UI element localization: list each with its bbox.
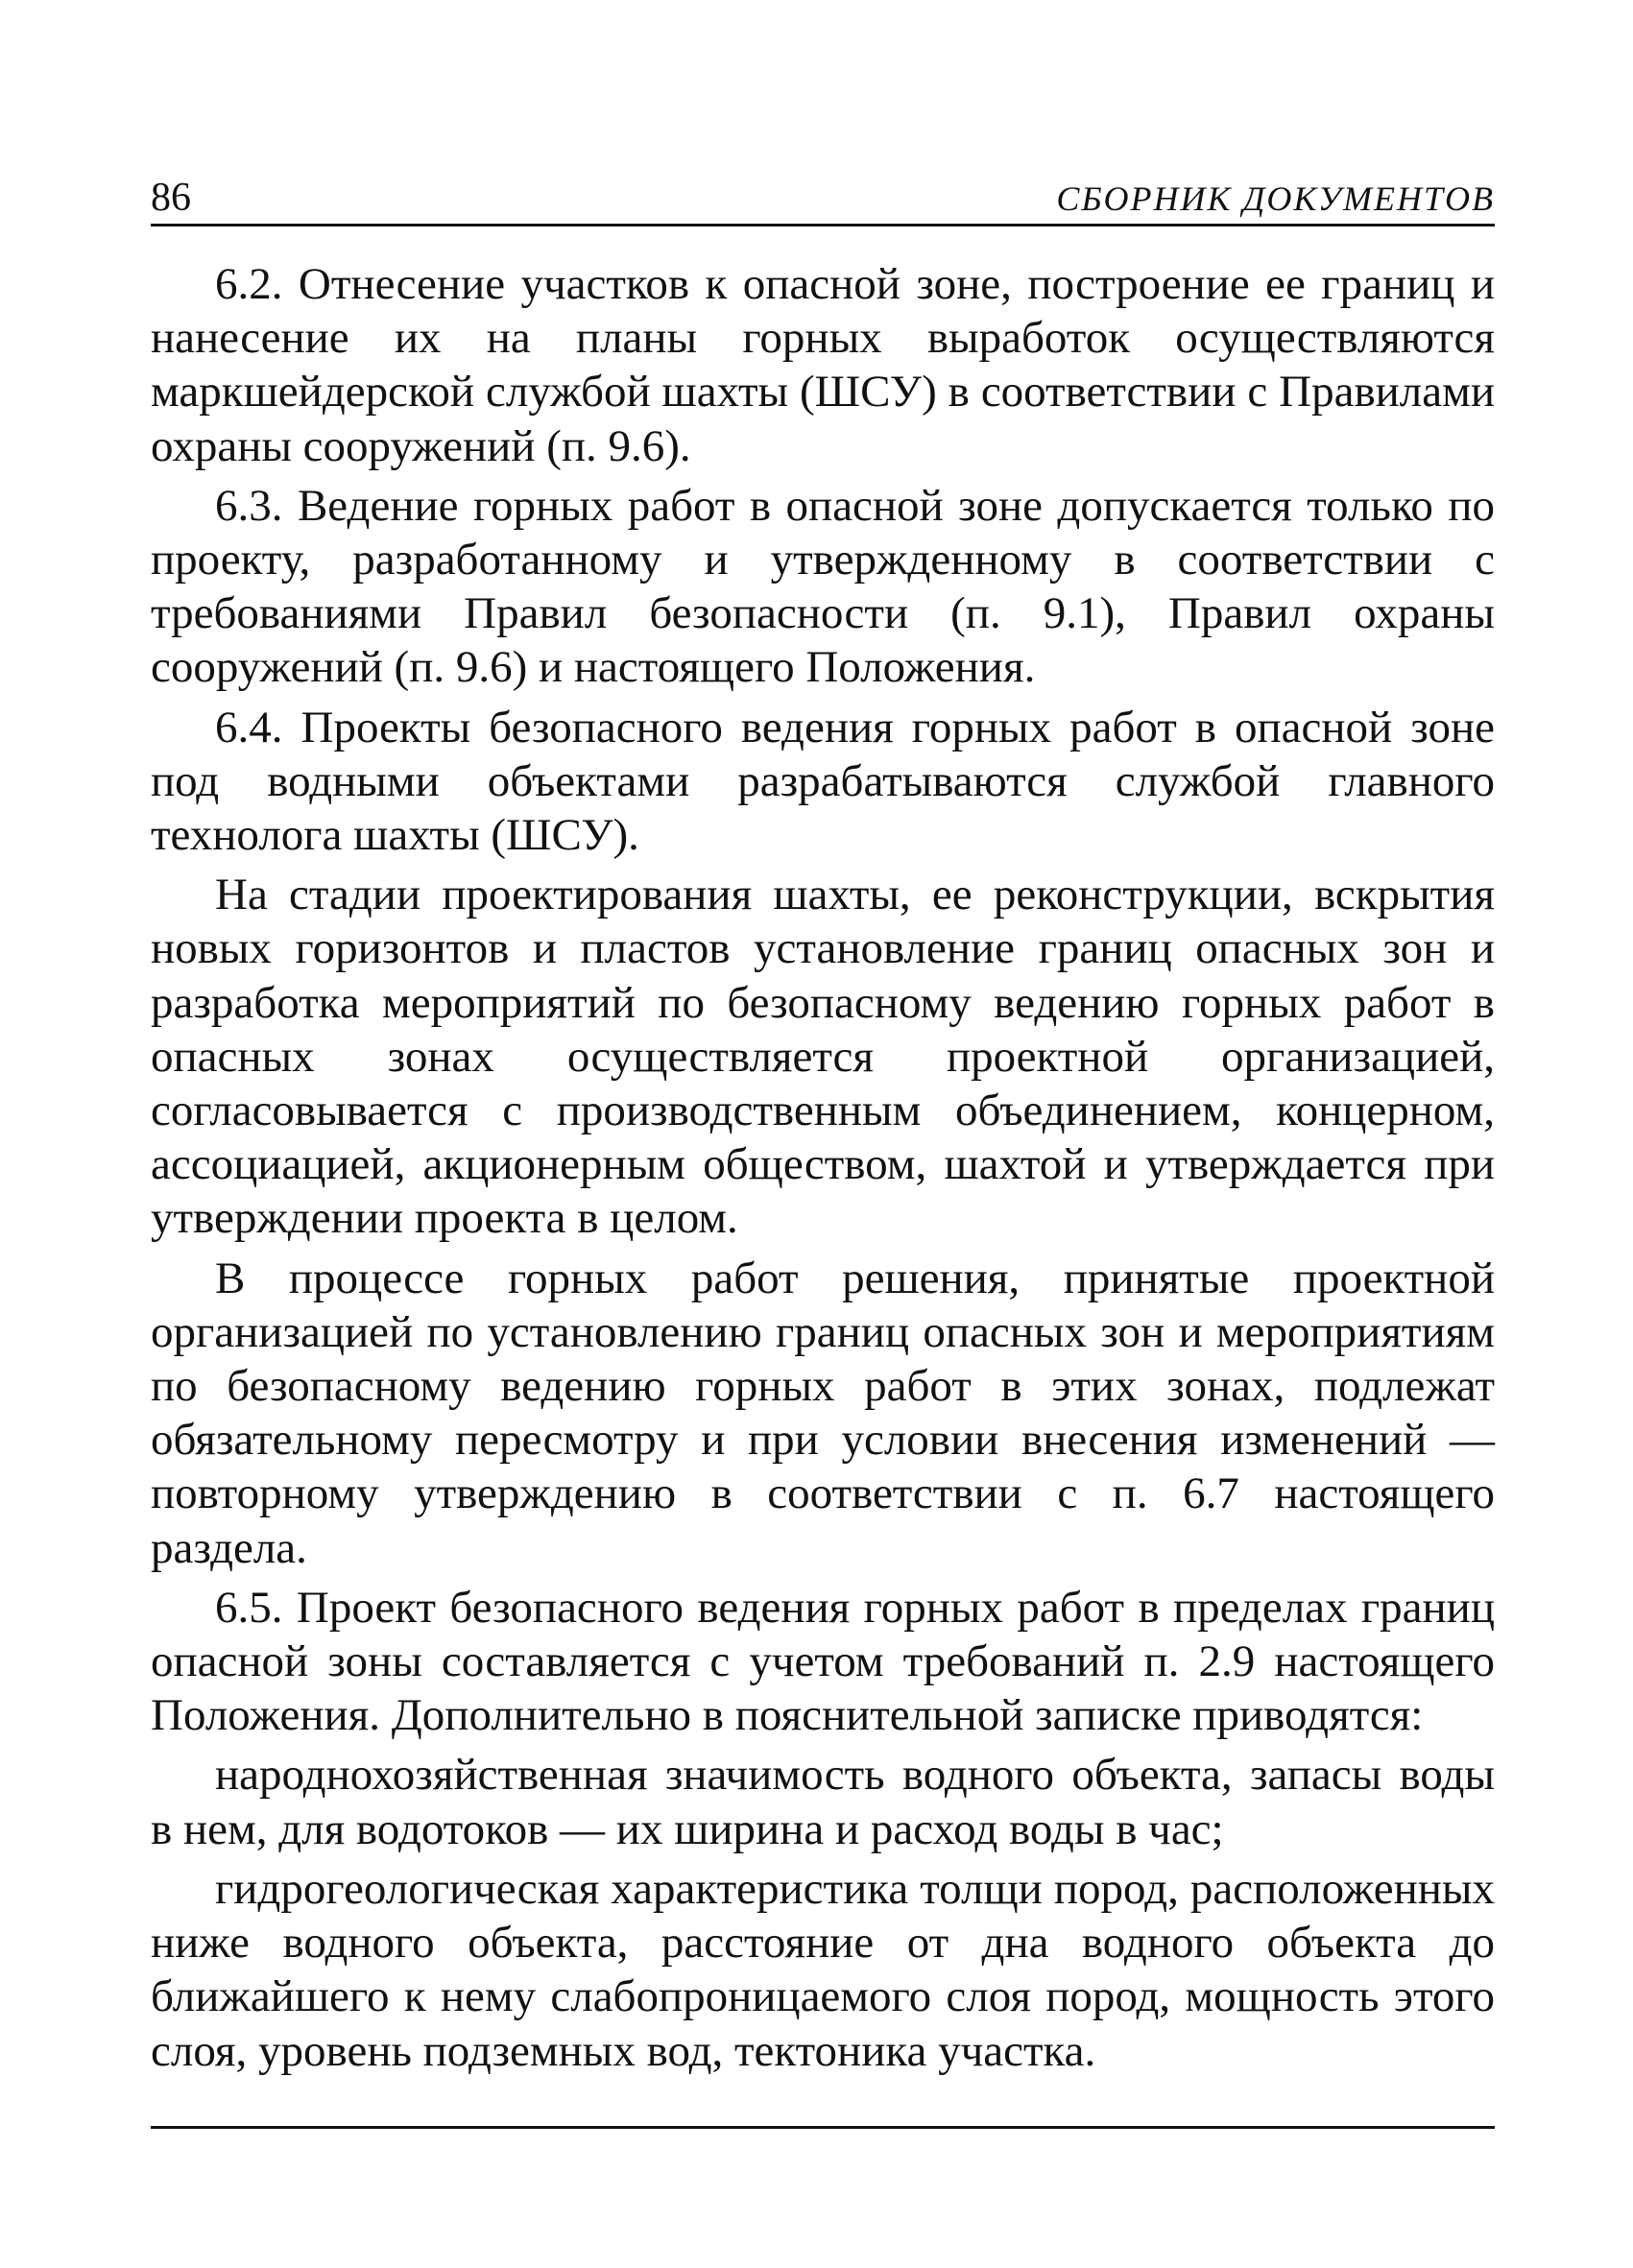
footer-rule xyxy=(151,2126,1495,2129)
paragraph-design-stage: На стадии проектирования шахты, ее реконструкции, вскрытия новых горизонтов и пластов установление границ опасных зон и разработка мероприятий по безопасному ведению горных работ в опасных зонах осуществляется проектной организацией, согласовывается с производственным объединением, концерном, ассоциацией, акционерным обществом, шахтой и утверждается при утверждении проекта в целом. xyxy=(151,870,1495,1244)
paragraph-water-body-significance: народнохозяйственная значимость водного объекта, запасы воды в нем, для водотоков — их ширина и расход воды в час; xyxy=(151,1750,1495,1854)
paragraph-6-5: 6.5. Проект безопасного ведения горных работ в пределах границ опасной зоны составляется с учетом требований п. 2.9 настоящего Положения. Дополнительно в пояснительной записке приводятся: xyxy=(151,1582,1495,1741)
paragraph-mining-process: В процессе горных работ решения, принятые проектной организацией по установлению границ опасных зон и мероприятиям по безопасному ведению горных работ в этих зонах, подлежат обязательному пересмотру и при условии внесения изменений — повторному утверждению в соответствии с п. 6.7 настоящего раздела. xyxy=(151,1253,1495,1573)
page-header xyxy=(151,168,1495,227)
page-number: 86 xyxy=(151,176,191,220)
running-title: СБОРНИК ДОКУМЕНТОВ xyxy=(1056,179,1495,218)
paragraph-6-4: 6.4. Проекты безопасного ведения горных работ в опасной зоне под водными объектами разрабатываются службой главного технолога шахты (ШСУ). xyxy=(151,702,1495,861)
paragraph-hydrogeology: гидрогеологическая характеристика толщи пород, расположенных ниже водного объекта, расстояние от дна водного объекта до ближайшего к нему слабопроницаемого слоя пород, мощность этого слоя, уровень подземных вод, тектоника участка. xyxy=(151,1863,1495,2076)
paragraph-6-2: 6.2. Отнесение участков к опасной зоне, построение ее границ и нанесение их на планы горных выработок осуществляются маркшейдерской службой шахты (ШСУ) в соответствии с Правилами охраны сооружений (п. 9.6). xyxy=(151,259,1495,471)
body-text xyxy=(151,257,1495,2084)
paragraph-6-3: 6.3. Ведение горных работ в опасной зоне допускается только по проекту, разработанному и утвержденному в соответствии с требованиями Правил безопасности (п. 9.1), Правил охраны сооружений (п. 9.6) и настоящего Положения. xyxy=(151,480,1495,693)
